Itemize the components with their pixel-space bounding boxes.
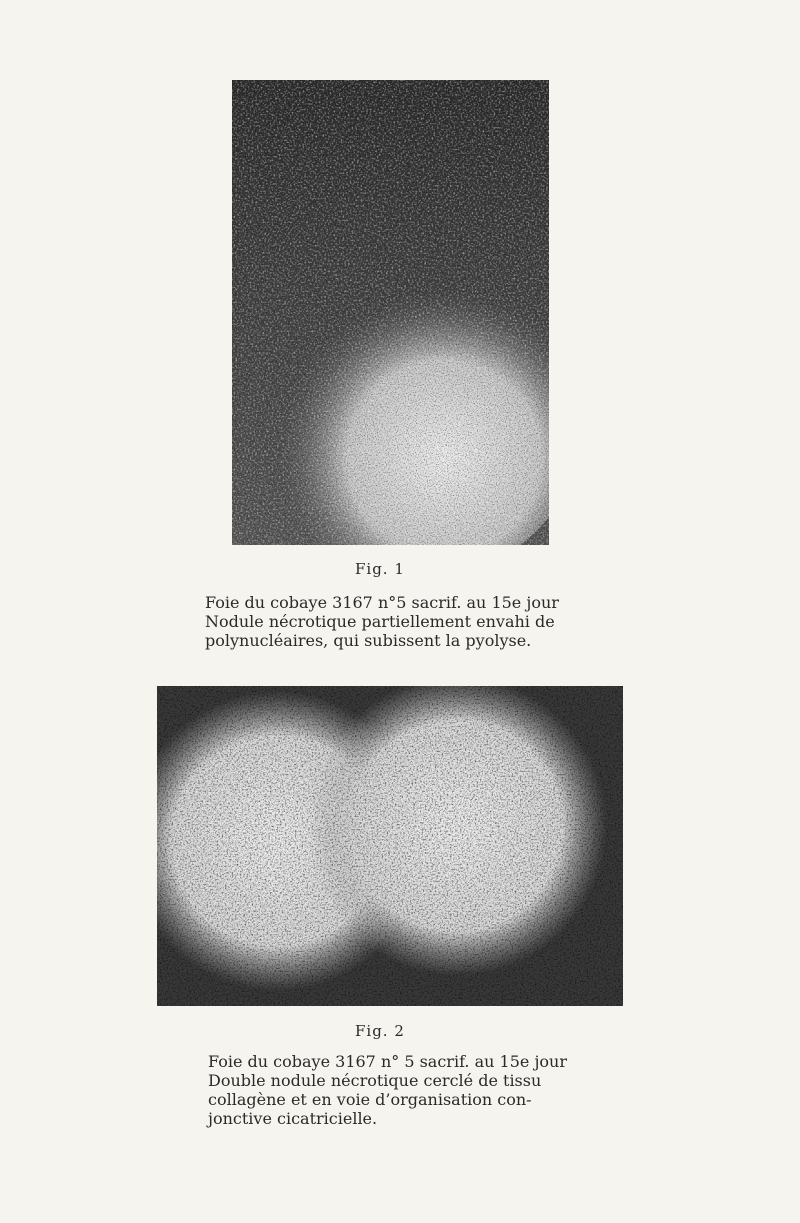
figure-2-micrograph-image [157, 686, 623, 1006]
figure-1-caption-line: Foie du cobaye 3167 n°5 sacrif. au 15e jour [205, 593, 559, 612]
figure-2-label: Fig. 2 [355, 1022, 405, 1040]
figure-2-caption [208, 1052, 578, 1128]
figure-2-caption-line: Foie du cobaye 3167 n° 5 sacrif. au 15e jour [208, 1052, 567, 1071]
figure-2-micrograph [157, 686, 623, 1006]
figure-1-caption [205, 593, 575, 650]
figure-2-caption-line: collagène et en voie d’organisation con- [208, 1090, 532, 1109]
figure-1-micrograph [232, 80, 549, 545]
figure-1-caption-line: Nodule nécrotique partiellement envahi de [205, 612, 555, 631]
figure-1-label: Fig. 1 [355, 560, 405, 578]
figure-1-micrograph-image [232, 80, 549, 545]
figure-2-caption-line: Double nodule nécrotique cerclé de tissu [208, 1071, 542, 1090]
figure-1-caption-line: polynucléaires, qui subissent la pyolyse. [205, 631, 532, 650]
figure-2-caption-line: jonctive cicatricielle. [208, 1109, 378, 1128]
